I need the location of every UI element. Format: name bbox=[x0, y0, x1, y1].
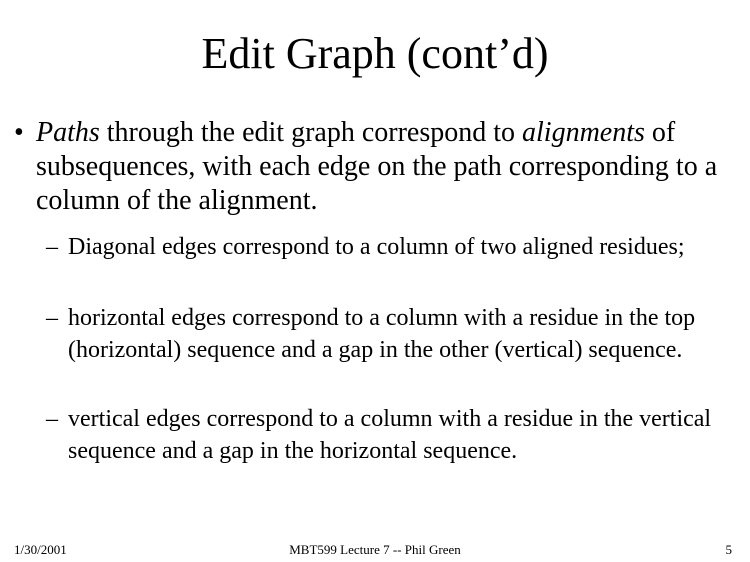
sub-bullet-marker: – bbox=[46, 305, 58, 331]
sub-bullet-marker: – bbox=[46, 406, 58, 432]
sub-bullet-text: vertical edges correspond to a column with a residue in the vertical sequence and a gap in the horizontal sequence. bbox=[68, 406, 712, 464]
bullet-marker: • bbox=[14, 117, 24, 148]
footer-course: MBT599 Lecture 7 -- Phil Green bbox=[289, 542, 461, 557]
slide-title: Edit Graph (cont’d) bbox=[201, 29, 549, 78]
sub-bullet-diagonal bbox=[46, 231, 746, 263]
sub-bullet-text: Diagonal edges correspond to a column of two aligned residues; bbox=[68, 234, 685, 260]
sub-bullet-marker: – bbox=[46, 234, 58, 260]
bullet-text bbox=[36, 116, 734, 218]
main-bullet bbox=[14, 116, 734, 218]
bullet-emphasis-alignments: alignments bbox=[522, 117, 645, 148]
sub-bullet-vertical bbox=[46, 403, 746, 467]
footer-page-number: 5 bbox=[725, 542, 732, 557]
bullet-text-part-1: through the edit graph correspond to bbox=[99, 117, 523, 148]
sub-bullet-horizontal bbox=[46, 302, 746, 366]
bullet-text-part-2: of subsequences, with each edge on the path corresponding to a column of the alignment. bbox=[36, 117, 718, 216]
bullet-emphasis-paths: Paths bbox=[36, 117, 100, 148]
sub-bullet-text: horizontal edges correspond to a column with a residue in the top (horizontal) sequence and a gap in the other (vertical) sequence. bbox=[68, 305, 696, 363]
footer-date: 1/30/2001 bbox=[14, 542, 67, 557]
